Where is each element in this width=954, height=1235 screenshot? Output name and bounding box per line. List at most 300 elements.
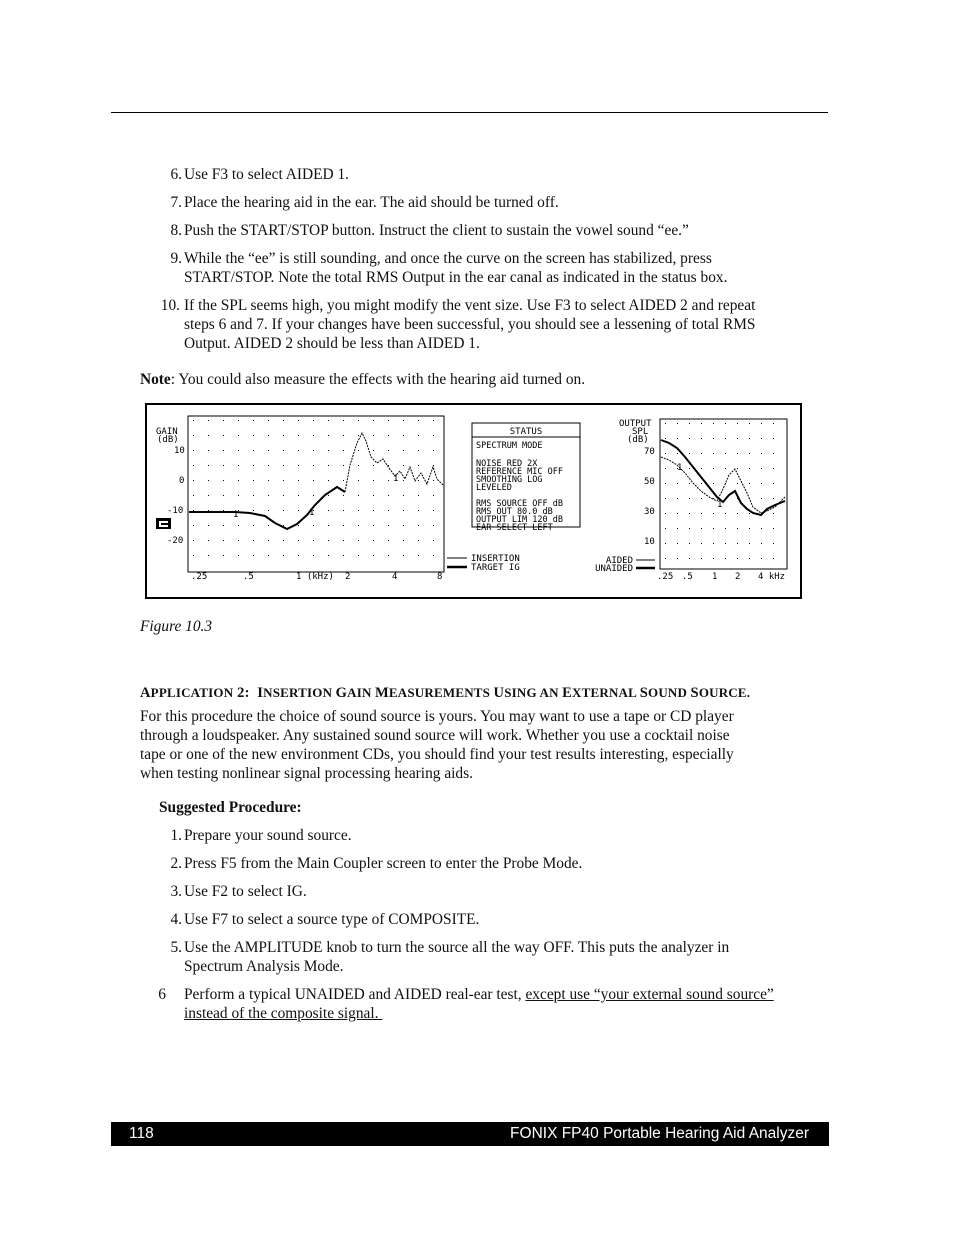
grid-dot — [761, 483, 762, 484]
grid-dot — [418, 450, 419, 451]
spl-ylabel-unit: (dB) — [627, 435, 649, 445]
grid-dot — [283, 420, 284, 421]
grid-dot — [238, 420, 239, 421]
grid-dot — [433, 510, 434, 511]
grid-dot — [328, 450, 329, 451]
tick-label: .25 — [191, 572, 208, 582]
step-number: 3. — [170, 883, 182, 900]
heading-cap: M — [375, 685, 389, 701]
status-row: RMS OUT 80.0 dB — [476, 507, 553, 517]
grid-dot — [388, 525, 389, 526]
tick-label: 4 kHz — [758, 572, 786, 582]
grid-dot — [253, 510, 254, 511]
grid-dot — [358, 465, 359, 466]
grid-dot — [725, 513, 726, 514]
heading-cap: U — [493, 685, 505, 701]
grid-dot — [358, 450, 359, 451]
grid-dot — [238, 525, 239, 526]
paragraph-line: tape or one of the new environment CDs, you should find your test results interesting, especially — [140, 746, 734, 763]
grid-dot — [388, 495, 389, 496]
grid-dot — [298, 450, 299, 451]
heading-cap: I — [257, 685, 264, 701]
grid-dot — [749, 543, 750, 544]
grid-dot — [298, 480, 299, 481]
grid-dot — [689, 558, 690, 559]
grid-dot — [749, 468, 750, 469]
grid-dot — [313, 525, 314, 526]
step-text: Place the hearing aid in the ear. The aid should be turned off. — [184, 194, 559, 211]
grid-dot — [701, 423, 702, 424]
step-text-line: Perform a typical UNAIDED and AIDED real-ear test, — [184, 986, 526, 1003]
grid-dot — [313, 450, 314, 451]
step-text — [184, 985, 830, 1023]
step-text — [184, 249, 830, 287]
ear-indicator-icon — [156, 518, 171, 529]
paragraph-line: through a loudspeaker. Any sustained sound source will work. Whether you use a cocktail noise — [140, 727, 730, 744]
tick-label: 4 — [392, 572, 398, 582]
grid-dot — [665, 483, 666, 484]
grid-dot — [388, 435, 389, 436]
grid-dot — [418, 420, 419, 421]
grid-dot — [253, 525, 254, 526]
grid-dot — [725, 468, 726, 469]
grid-dot — [433, 435, 434, 436]
heading-smallcaps: PPLICATION — [150, 685, 234, 700]
grid-dot — [418, 435, 419, 436]
step-number: 4. — [170, 911, 182, 928]
grid-dot — [725, 558, 726, 559]
grid-dot — [773, 483, 774, 484]
grid-dot — [328, 555, 329, 556]
grid-dot — [328, 540, 329, 541]
grid-dot — [238, 480, 239, 481]
grid-dot — [773, 438, 774, 439]
grid-dot — [268, 495, 269, 496]
grid-dot — [433, 420, 434, 421]
status-row: SMOOTHING LOG — [476, 475, 543, 485]
step-text: Prepare your sound source. — [184, 827, 352, 844]
grid-dot — [701, 468, 702, 469]
step-text-line: Output. AIDED 2 should be less than AIDED 1. — [184, 335, 480, 352]
grid-dot — [298, 525, 299, 526]
grid-dot — [208, 555, 209, 556]
grid-dot — [388, 420, 389, 421]
grid-dot — [737, 438, 738, 439]
status-row: NOISE RED 2X — [476, 459, 538, 469]
grid-dot — [677, 453, 678, 454]
heading-smallcaps: NSERTION — [263, 685, 333, 700]
grid-dot — [773, 498, 774, 499]
figure-svg — [147, 405, 800, 597]
paragraph-line: For this procedure the choice of sound source is yours. You may want to use a tape or CD player — [140, 708, 734, 725]
grid-dot — [713, 558, 714, 559]
tick-label: .5 — [682, 572, 693, 582]
grid-dot — [418, 525, 419, 526]
figure-screen-capture — [145, 403, 802, 599]
tick-label: 8 — [437, 572, 443, 582]
tick-label: 10 — [644, 537, 655, 547]
step-text: Use F7 to select a source type of COMPOSITE. — [184, 911, 480, 928]
curve-marker: 1 — [233, 510, 239, 520]
grid-dot — [298, 435, 299, 436]
grid-dot — [665, 468, 666, 469]
legend-label: TARGET IG — [471, 563, 520, 573]
header-rule — [111, 112, 828, 113]
grid-dot — [725, 438, 726, 439]
grid-dot — [761, 543, 762, 544]
grid-dot — [193, 540, 194, 541]
grid-dot — [208, 540, 209, 541]
curve-marker: 1 — [677, 463, 683, 473]
grid-dot — [713, 483, 714, 484]
grid-dot — [208, 435, 209, 436]
grid-dot — [773, 513, 774, 514]
grid-dot — [268, 555, 269, 556]
grid-dot — [253, 465, 254, 466]
grid-dot — [208, 525, 209, 526]
grid-dot — [713, 438, 714, 439]
legend-label: AIDED — [605, 556, 633, 566]
grid-dot — [223, 435, 224, 436]
legend-label: INSERTION — [471, 554, 520, 564]
grid-dot — [373, 435, 374, 436]
grid-dot — [268, 450, 269, 451]
heading-smallcaps: AIN — [347, 685, 372, 700]
grid-dot — [238, 495, 239, 496]
grid-dot — [283, 495, 284, 496]
grid-dot — [689, 453, 690, 454]
grid-dot — [283, 540, 284, 541]
status-mode: SPECTRUM MODE — [476, 441, 543, 451]
grid-dot — [701, 498, 702, 499]
grid-dot — [773, 558, 774, 559]
grid-dot — [773, 528, 774, 529]
grid-dot — [223, 465, 224, 466]
grid-dot — [761, 468, 762, 469]
step-text: Use F2 to select IG. — [184, 883, 307, 900]
tick-label: -10 — [167, 506, 184, 516]
grid-dot — [373, 420, 374, 421]
grid-dot — [665, 543, 666, 544]
tick-label: 1 (kHz) — [296, 572, 334, 582]
grid-dot — [713, 528, 714, 529]
grid-dot — [403, 540, 404, 541]
grid-dot — [418, 510, 419, 511]
grid-dot — [193, 450, 194, 451]
heading-cap: E — [562, 685, 573, 701]
step-text — [184, 296, 830, 353]
heading-cap: G — [335, 685, 348, 701]
grid-dot — [433, 540, 434, 541]
grid-dot — [749, 513, 750, 514]
grid-dot — [737, 453, 738, 454]
grid-dot — [193, 555, 194, 556]
curve-marker: 1 — [309, 508, 315, 518]
status-row: REFERENCE MIC OFF — [476, 467, 563, 477]
grid-dot — [761, 423, 762, 424]
grid-dot — [253, 420, 254, 421]
grid-dot — [665, 498, 666, 499]
status-row: OUTPUT LIM 120 dB — [476, 515, 563, 525]
grid-dot — [253, 450, 254, 451]
grid-dot — [208, 450, 209, 451]
step-text-line: Use the AMPLITUDE knob to turn the source all the way OFF. This puts the analyzer in — [184, 939, 730, 956]
grid-dot — [208, 495, 209, 496]
grid-dot — [418, 540, 419, 541]
grid-dot — [253, 480, 254, 481]
grid-dot — [223, 480, 224, 481]
grid-dot — [223, 420, 224, 421]
tick-label: .25 — [657, 572, 674, 582]
status-title: STATUS — [509, 427, 543, 437]
grid-dot — [208, 480, 209, 481]
grid-dot — [283, 435, 284, 436]
grid-dot — [313, 435, 314, 436]
grid-dot — [388, 510, 389, 511]
grid-dot — [677, 423, 678, 424]
spl-ylabel: SPL — [632, 427, 649, 437]
grid-dot — [713, 468, 714, 469]
grid-dot — [665, 453, 666, 454]
grid-dot — [403, 525, 404, 526]
grid-dot — [403, 450, 404, 451]
grid-dot — [268, 525, 269, 526]
grid-dot — [298, 495, 299, 496]
grid-dot — [689, 543, 690, 544]
step-text-line: START/STOP. Note the total RMS Output in the ear canal as indicated in the status box. — [184, 269, 728, 286]
heading-cap: A — [140, 685, 151, 701]
grid-dot — [223, 525, 224, 526]
grid-dot — [388, 540, 389, 541]
grid-dot — [725, 423, 726, 424]
grid-dot — [343, 480, 344, 481]
curve-marker: 1 — [393, 474, 399, 484]
grid-dot — [403, 480, 404, 481]
grid-dot — [283, 480, 284, 481]
grid-dot — [433, 555, 434, 556]
suggested-procedure-heading: Suggested Procedure: — [159, 799, 302, 816]
grid-dot — [665, 528, 666, 529]
grid-dot — [358, 510, 359, 511]
tick-label: 0 — [179, 476, 185, 486]
step-number: 10. — [160, 297, 180, 314]
grid-dot — [328, 480, 329, 481]
section-heading — [140, 683, 750, 703]
figure-caption: Figure 10.3 — [140, 618, 213, 635]
page-number: 118 — [129, 1125, 154, 1142]
grid-dot — [238, 465, 239, 466]
grid-dot — [689, 513, 690, 514]
heading-cap: S — [639, 685, 649, 701]
grid-dot — [665, 513, 666, 514]
grid-dot — [343, 450, 344, 451]
grid-dot — [725, 543, 726, 544]
step-number: 1. — [170, 827, 182, 844]
grid-dot — [761, 453, 762, 454]
step-text: Press F5 from the Main Coupler screen to enter the Probe Mode. — [184, 855, 583, 872]
grid-dot — [701, 528, 702, 529]
grid-dot — [701, 558, 702, 559]
grid-dot — [418, 480, 419, 481]
status-row: EAR SELECT LEFT — [476, 523, 553, 533]
grid-dot — [373, 495, 374, 496]
grid-dot — [298, 555, 299, 556]
grid-dot — [701, 483, 702, 484]
grid-dot — [283, 555, 284, 556]
grid-dot — [238, 435, 239, 436]
grid-dot — [298, 465, 299, 466]
grid-dot — [193, 435, 194, 436]
grid-dot — [313, 480, 314, 481]
grid-dot — [433, 480, 434, 481]
grid-dot — [373, 465, 374, 466]
grid-dot — [403, 510, 404, 511]
paragraph-line: when testing nonlinear signal processing hearing aids. — [140, 765, 473, 782]
grid-dot — [403, 420, 404, 421]
grid-dot — [749, 528, 750, 529]
grid-dot — [433, 465, 434, 466]
grid-dot — [761, 558, 762, 559]
grid-dot — [313, 420, 314, 421]
grid-dot — [677, 558, 678, 559]
gain-chart-frame — [188, 416, 444, 572]
grid-dot — [677, 528, 678, 529]
grid-dot — [283, 525, 284, 526]
grid-dot — [713, 543, 714, 544]
grid-dot — [343, 435, 344, 436]
grid-dot — [761, 528, 762, 529]
grid-dot — [373, 450, 374, 451]
heading-smallcaps: EASUREMENTS — [388, 685, 491, 700]
grid-dot — [223, 495, 224, 496]
grid-dot — [193, 480, 194, 481]
grid-dot — [737, 483, 738, 484]
grid-dot — [268, 480, 269, 481]
grid-dot — [737, 543, 738, 544]
grid-dot — [773, 423, 774, 424]
grid-dot — [665, 438, 666, 439]
tick-label: 70 — [644, 447, 655, 457]
grid-dot — [328, 465, 329, 466]
grid-dot — [749, 483, 750, 484]
grid-dot — [701, 438, 702, 439]
grid-dot — [737, 468, 738, 469]
grid-dot — [223, 510, 224, 511]
grid-dot — [677, 498, 678, 499]
grid-dot — [689, 528, 690, 529]
grid-dot — [343, 510, 344, 511]
note-paragraph — [140, 370, 830, 389]
grid-dot — [773, 543, 774, 544]
underlined-text: except use “your external sound source” — [525, 986, 774, 1003]
grid-dot — [208, 420, 209, 421]
grid-dot — [358, 420, 359, 421]
step-number: 6 — [158, 986, 166, 1003]
underlined-text: instead of the composite signal. — [184, 1005, 383, 1022]
grid-dot — [328, 435, 329, 436]
grid-dot — [677, 483, 678, 484]
grid-dot — [193, 465, 194, 466]
gain-chart — [156, 416, 520, 582]
grid-dot — [749, 423, 750, 424]
grid-dot — [253, 555, 254, 556]
grid-dot — [701, 453, 702, 454]
grid-dot — [701, 543, 702, 544]
grid-dot — [418, 495, 419, 496]
grid-dot — [773, 468, 774, 469]
tick-label: -20 — [167, 536, 184, 546]
grid-dot — [773, 453, 774, 454]
grid-dot — [418, 465, 419, 466]
grid-dot — [328, 510, 329, 511]
grid-dot — [343, 555, 344, 556]
grid-dot — [677, 438, 678, 439]
tick-label: .5 — [243, 572, 254, 582]
grid-dot — [268, 510, 269, 511]
grid-dot — [193, 525, 194, 526]
grid-dot — [238, 555, 239, 556]
grid-dot — [737, 513, 738, 514]
grid-dot — [358, 540, 359, 541]
grid-dot — [433, 525, 434, 526]
step-text-line: If the SPL seems high, you might modify the vent size. Use F3 to select AIDED 2 and repeat — [184, 297, 756, 314]
grid-dot — [737, 558, 738, 559]
note-label: Note — [140, 371, 171, 388]
heading-smallcaps: OURCE. — [698, 685, 751, 700]
grid-dot — [403, 555, 404, 556]
grid-dot — [418, 555, 419, 556]
intro-paragraph — [140, 707, 830, 783]
grid-dot — [283, 465, 284, 466]
grid-dot — [689, 483, 690, 484]
grid-dot — [283, 450, 284, 451]
grid-dot — [313, 540, 314, 541]
curve-marker: 1 — [717, 500, 723, 510]
grid-dot — [208, 510, 209, 511]
gain-chart-grid — [193, 420, 434, 556]
grid-dot — [343, 495, 344, 496]
grid-dot — [373, 555, 374, 556]
page-footer — [111, 1122, 829, 1146]
grid-dot — [713, 513, 714, 514]
grid-dot — [388, 480, 389, 481]
step-text: Push the START/STOP button. Instruct the client to sustain the vowel sound “ee.” — [184, 222, 689, 239]
grid-dot — [725, 528, 726, 529]
grid-dot — [388, 450, 389, 451]
grid-dot — [761, 498, 762, 499]
step-text-line: steps 6 and 7. If your changes have been successful, you should see a lessening of total RMS — [184, 316, 756, 333]
grid-dot — [268, 540, 269, 541]
grid-dot — [268, 435, 269, 436]
grid-dot — [737, 423, 738, 424]
heading-cap: S — [690, 685, 699, 701]
gain-ylabel: GAIN — [156, 427, 178, 437]
grid-dot — [433, 450, 434, 451]
grid-dot — [689, 498, 690, 499]
grid-dot — [223, 555, 224, 556]
grid-dot — [193, 495, 194, 496]
grid-dot — [701, 513, 702, 514]
grid-dot — [725, 453, 726, 454]
grid-dot — [298, 420, 299, 421]
grid-dot — [268, 420, 269, 421]
note-text: : You could also measure the effects with the hearing aid turned on. — [170, 371, 586, 388]
grid-dot — [343, 420, 344, 421]
step-text-line: While the “ee” is still sounding, and once the curve on the screen has stabilized, press — [184, 250, 712, 267]
grid-dot — [689, 438, 690, 439]
legend-label: UNAIDED — [595, 564, 633, 574]
grid-dot — [689, 468, 690, 469]
